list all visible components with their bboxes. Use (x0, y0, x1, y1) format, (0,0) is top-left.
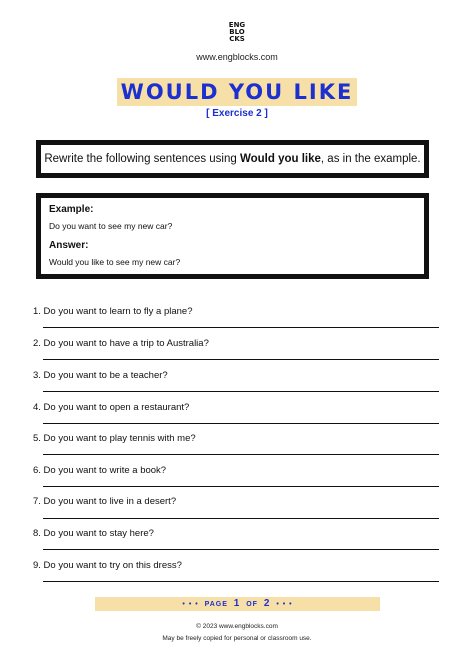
logo-line-3: CKS (229, 35, 245, 43)
question-7: 7. Do you want to live in a desert? (33, 496, 177, 507)
page-word: PAGE (204, 601, 228, 608)
answer-line-8[interactable] (43, 549, 439, 550)
answer-line-3[interactable] (43, 391, 439, 392)
answer-label: Answer: (49, 240, 89, 251)
page-indicator (95, 597, 380, 611)
site-url: www.engblocks.com (196, 52, 278, 62)
question-6: 6. Do you want to write a book? (33, 465, 167, 476)
instruction-bold: Would you like (239, 153, 321, 165)
answer-line-6[interactable] (43, 486, 439, 487)
license-note: May be freely copied for personal or classroom use. (162, 635, 312, 642)
dots-right: • • • (276, 601, 293, 608)
answer-line-9[interactable] (43, 581, 439, 582)
answer-line-7[interactable] (43, 518, 439, 519)
title-wrap (0, 78, 474, 106)
question-3: 3. Do you want to be a teacher? (33, 370, 168, 381)
instruction-text (41, 145, 424, 173)
logo-line-2: BLO (229, 28, 245, 36)
engblocks-logo (226, 22, 248, 43)
answer-line-5[interactable] (43, 454, 439, 455)
question-1: 1. Do you want to learn to fly a plane? (33, 306, 193, 317)
copyright: © 2023 www.engblocks.com (196, 623, 278, 630)
logo-line-1: ENG (228, 21, 246, 29)
example-label: Example: (49, 204, 94, 215)
answer-line-2[interactable] (43, 359, 439, 360)
example-text: Do you want to see my new car? (49, 221, 173, 231)
instruction-before: Rewrite the following sentences using (44, 153, 240, 165)
question-8: 8. Do you want to stay here? (33, 528, 154, 539)
answer-line-4[interactable] (43, 423, 439, 424)
answer-line-1[interactable] (43, 327, 439, 328)
of-word: OF (246, 601, 258, 608)
example-box (36, 193, 429, 279)
answer-text: Would you like to see my new car? (49, 257, 181, 267)
instruction-box (36, 140, 429, 178)
page-total: 2 (263, 598, 271, 609)
question-2: 2. Do you want to have a trip to Australia? (33, 338, 209, 349)
page-number: 1 (233, 598, 241, 609)
question-5: 5. Do you want to play tennis with me? (33, 433, 196, 444)
exercise-label: [ Exercise 2 ] (206, 108, 268, 119)
page-title: WOULD YOU LIKE (117, 78, 358, 106)
question-9: 9. Do you want to try on this dress? (33, 560, 182, 571)
instruction-after: , as in the example. (320, 153, 421, 165)
dots-left: • • • (182, 601, 199, 608)
question-4: 4. Do you want to open a restaurant? (33, 402, 190, 413)
